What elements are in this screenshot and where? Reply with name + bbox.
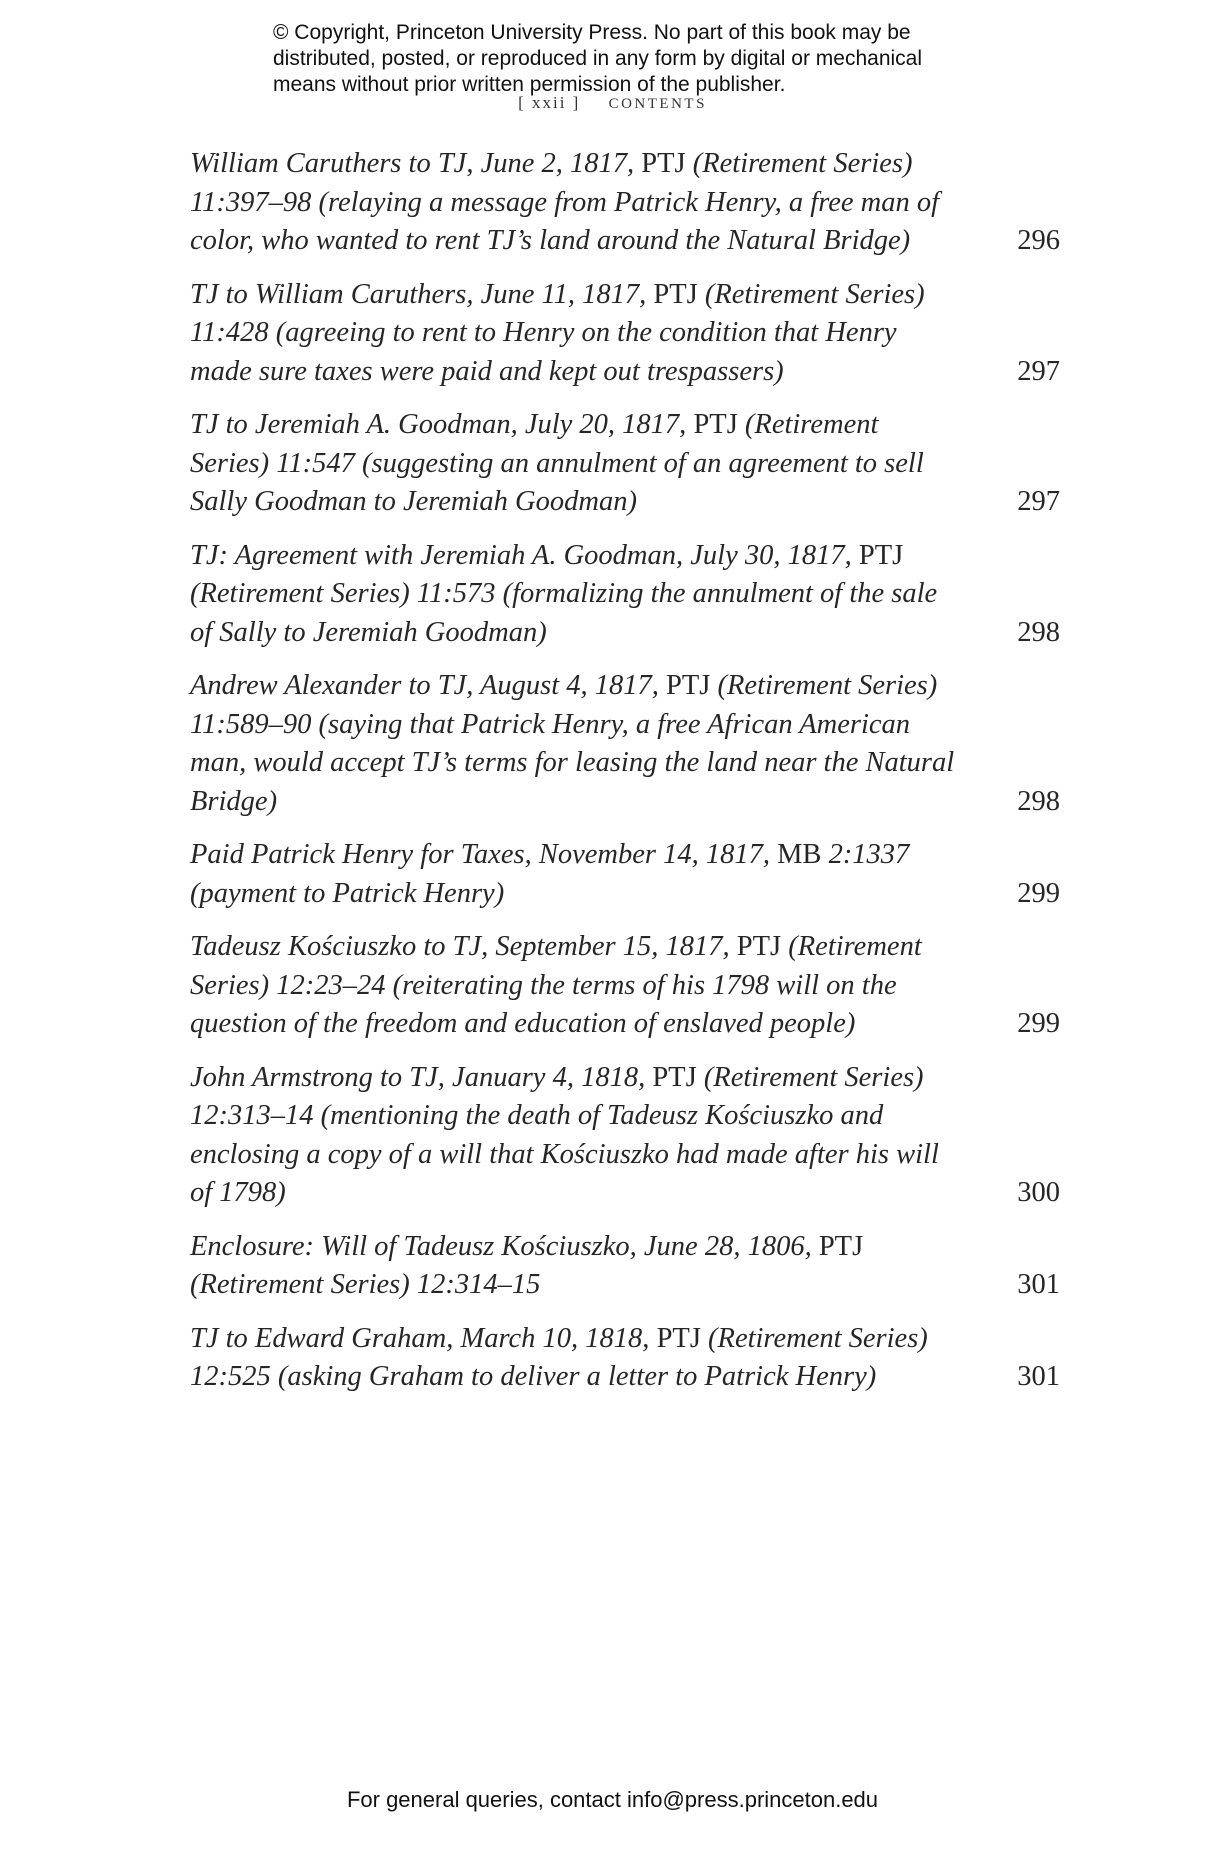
entry-description: (Retirement Series) 12:314–15 [190, 1269, 541, 1300]
entry-text [190, 1059, 960, 1213]
copyright-line: means without prior written permission of the publisher. [273, 73, 786, 96]
entry-title: Enclosure: Will of Tadeusz Kościuszko, June 28, 1806, [190, 1230, 812, 1262]
entry-title: Andrew Alexander to TJ, August 4, 1817, [190, 670, 659, 701]
entry-description: (Retirement Series) 11:589–90 (saying that Patrick Henry, a free African American man, would accept TJ’s terms for leasing the land near the Natural Bridge) [190, 670, 955, 817]
entry-source: PTJ [653, 278, 698, 310]
entry-page-number: 299 [1017, 877, 1060, 909]
entry-page-number: 298 [1017, 616, 1060, 648]
entry-source: PTJ [666, 670, 711, 701]
entry-description: (Retirement Series) 12:525 (asking Graham to deliver a letter to Patrick Henry) [190, 1322, 928, 1392]
entry-source: MB [777, 839, 822, 870]
entry-title: Paid Patrick Henry for Taxes, November 14, 1817, [190, 839, 770, 870]
entry-description: (Retirement Series) 11:428 (agreeing to rent to Henry on the condition that Henry made sure taxes were paid and kept out trespassers) [190, 278, 925, 387]
entry-text [190, 1320, 960, 1397]
contents-entry [190, 1059, 1060, 1213]
contents-entry [190, 145, 1060, 261]
section-title: CONTENTS [608, 96, 707, 112]
entry-page-number: 301 [1017, 1269, 1060, 1300]
entry-text [190, 406, 960, 522]
contents-entry [190, 1320, 1060, 1397]
entry-title: William Caruthers to TJ, June 2, 1817, [190, 148, 635, 179]
entry-description: (Retirement Series) 11:397–98 (relaying a message from Patrick Henry, a free man of color, who wanted to rent TJ’s land around the Natural Bridge) [190, 148, 940, 256]
entry-source: PTJ [693, 409, 738, 440]
contents-entry [190, 928, 1060, 1044]
copyright-notice [273, 20, 973, 98]
entry-page-number: 297 [1017, 355, 1060, 387]
contents-entry [190, 1228, 1060, 1305]
entry-source: PTJ [818, 1230, 864, 1262]
copyright-line: distributed, posted, or reproduced in any form by digital or mechanical [273, 47, 923, 70]
contents-entry [190, 537, 1060, 653]
contents-entry [190, 276, 1060, 392]
entry-description: (Retirement Series) 11:547 (suggesting an annulment of an agreement to sell Sally Goodman to Jeremiah Goodman) [190, 409, 924, 517]
entry-page-number: 298 [1017, 785, 1060, 817]
entry-description: (Retirement Series) 11:573 (formalizing the annulment of the sale of Sally to Jeremiah Goodman) [190, 578, 938, 648]
entry-description: (Retirement Series) 12:23–24 (reiterating the terms of his 1798 will on the question of the freedom and education of enslaved people) [190, 931, 922, 1039]
entry-text [190, 928, 960, 1044]
entry-text [190, 667, 960, 821]
entry-source: PTJ [858, 539, 904, 571]
entry-description: (Retirement Series) 12:313–14 (mentioning the death of Tadeusz Kościuszko and enclosing a copy of a will that Kościuszko had made after his will of 1798) [190, 1061, 939, 1208]
entry-title: TJ: Agreement with Jeremiah A. Goodman, July 30, 1817, [190, 539, 852, 571]
contents-entry [190, 667, 1060, 821]
entry-page-number: 299 [1017, 1008, 1060, 1039]
contents-entry [190, 836, 1060, 913]
contents-list [190, 145, 1060, 1412]
entry-title: TJ to Jeremiah A. Goodman, July 20, 1817, [190, 409, 687, 440]
entry-title: Tadeusz Kościuszko to TJ, September 15, 1817, [190, 931, 730, 962]
entry-page-number: 301 [1017, 1361, 1060, 1392]
entry-source: PTJ [652, 1061, 697, 1093]
contents-entry [190, 406, 1060, 522]
entry-title: TJ to Edward Graham, March 10, 1818, [190, 1322, 650, 1354]
entry-text [190, 836, 960, 913]
entry-title: John Armstrong to TJ, January 4, 1818, [190, 1061, 646, 1093]
page-folio: [ xxii ] [518, 93, 581, 112]
footer-contact: For general queries, contact info@press.princeton.edu [346, 1787, 879, 1812]
entry-source: PTJ [641, 148, 686, 179]
entry-source: PTJ [656, 1322, 701, 1354]
entry-text [190, 1228, 960, 1305]
entry-text [190, 276, 960, 392]
entry-page-number: 297 [1017, 486, 1060, 517]
entry-page-number: 300 [1017, 1177, 1060, 1208]
entry-description: 2:1337 (payment to Patrick Henry) [190, 839, 910, 909]
entry-title: TJ to William Caruthers, June 11, 1817, [190, 278, 647, 310]
entry-page-number: 296 [1017, 225, 1060, 256]
entry-source: PTJ [736, 931, 782, 962]
entry-text [190, 537, 960, 653]
entry-text [190, 145, 960, 261]
copyright-line: © Copyright, Princeton University Press. No part of this book may be [273, 21, 911, 44]
